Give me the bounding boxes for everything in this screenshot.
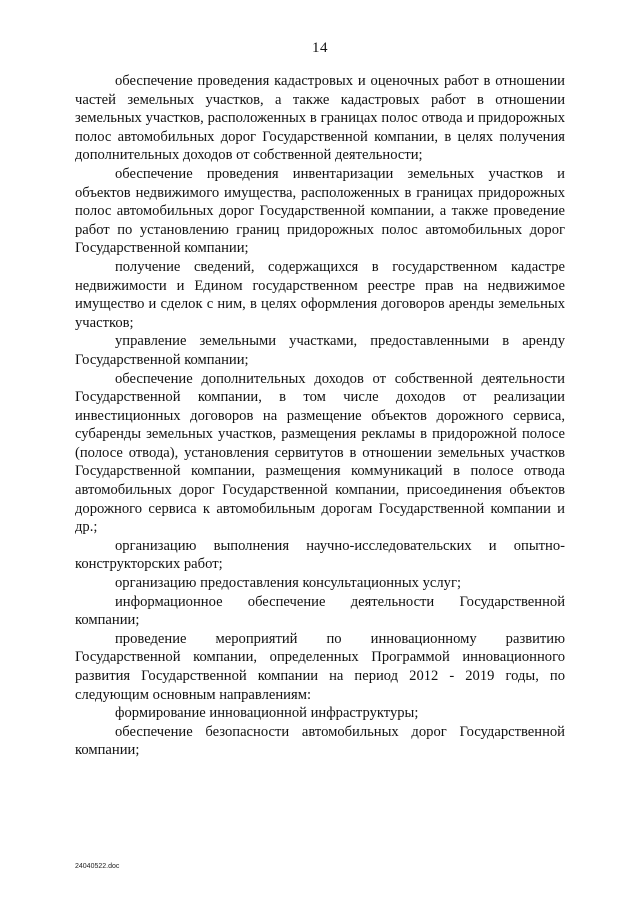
document-filename-footer: 24040522.doc <box>75 863 120 870</box>
paragraph: управление земельными участками, предоставленными в аренду Государственной компании; <box>75 333 565 368</box>
paragraph: формирование инновационной инфраструктуры; <box>115 705 419 722</box>
paragraph: информационное обеспечение деятельности Государственной компании; <box>75 593 565 629</box>
paragraph: обеспечение проведения кадастровых и оценочных работ в отношении частей земельных участков, а также кадастровых работ в отношении земельных участков, расположенных в границах полос отвода и придорожных полос автомобильных дорог Государственной компании, в целях получения дополнительных доходов от собственной деятельности; <box>75 73 565 164</box>
paragraph: организацию выполнения научно-исследовательских и опытно-конструкторских работ; <box>75 537 565 573</box>
document-body <box>75 72 565 760</box>
paragraph: получение сведений, содержащихся в государственном кадастре недвижимости и Едином государственном реестре прав на недвижимое имущество и сделок с ним, в целях оформления договоров аренды земельных участков; <box>75 258 565 331</box>
paragraph: обеспечение безопасности автомобильных дорог Государственной компании; <box>75 723 565 759</box>
paragraph: обеспечение проведения инвентаризации земельных участков и объектов недвижимого имущества, расположенных в границах придорожных полос автомобильных дорог Государственной компании, а также проведение работ по установлению границ придорожных полос автомобильных дорог Государственной компании; <box>75 165 565 257</box>
paragraph: обеспечение дополнительных доходов от собственной деятельности Государственной компании, в том числе доходов от реализации инвестиционных договоров на размещение объектов дорожного сервиса, субаренды земельных участков, размещения рекламы в придорожной полосе (полосе отвода), установления сервитутов в отношении земельных участков Государственной компании, размещения коммуникаций в полосе отвода автомобильных дорог Государственной компании, присоединения объектов дорожного сервиса к автомобильным дорогам Государственной компании и др.; <box>75 370 565 536</box>
paragraph: проведение мероприятий по инновационному развитию Государственной компании, определенных Программой инновационного развития Государственной компании на период 2012 - 2019 годы, по следующим основным направлениям: <box>75 630 565 703</box>
page-number: 14 <box>312 40 328 56</box>
paragraph: организацию предоставления консультационных услуг; <box>115 575 462 592</box>
